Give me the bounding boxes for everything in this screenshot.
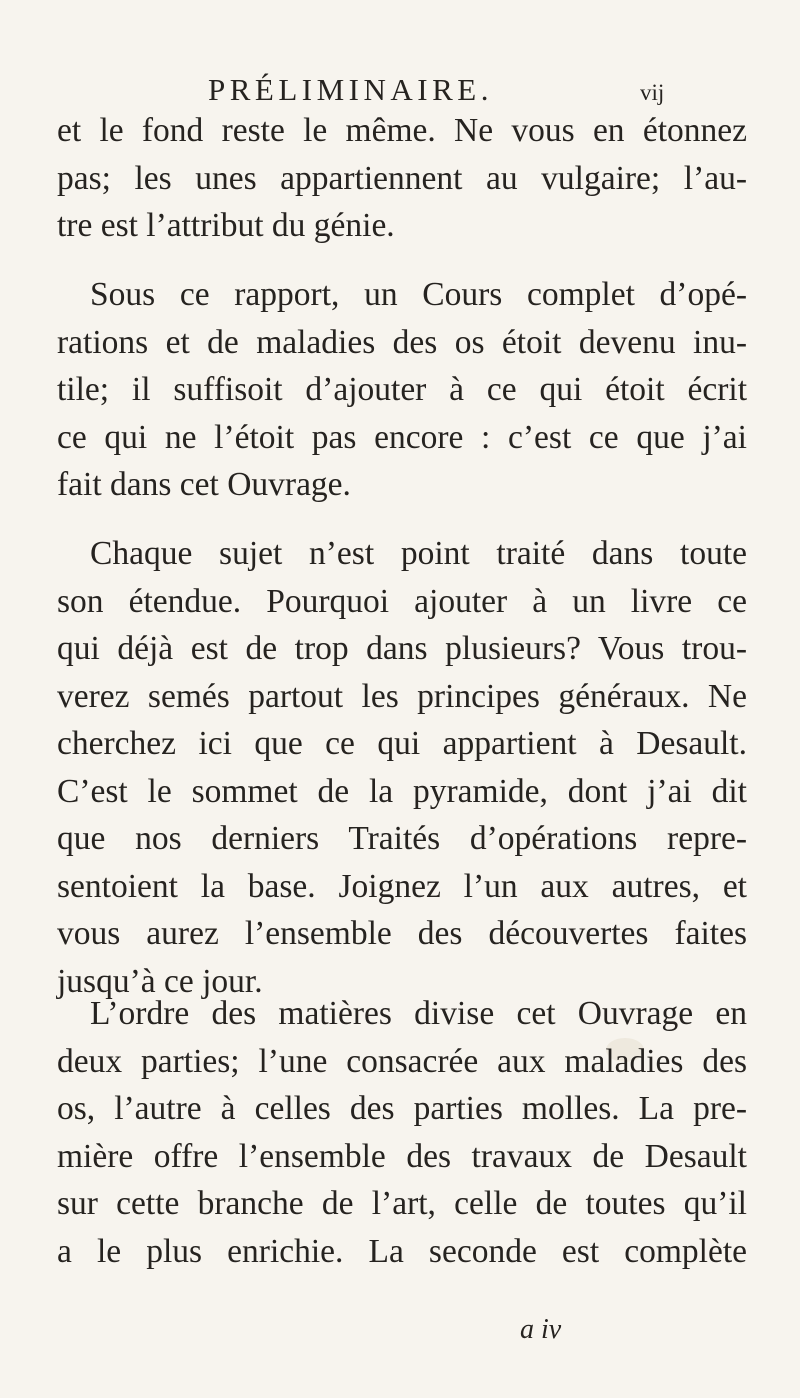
running-head <box>0 72 800 112</box>
paragraph-line: tile; il suffisoit d’ajouter à ce qui étoit écrit <box>57 371 747 408</box>
paragraph-2 <box>57 271 747 509</box>
paragraph-line: jusqu’à ce jour. <box>57 962 263 1000</box>
paragraph-line: Sous ce rapport, un Cours complet d’opé- <box>90 276 747 313</box>
paragraph-line: verez semés partout les principes généraux. Ne <box>57 677 747 715</box>
paragraph-line: cherchez ici que ce qui appartient à Desault. <box>57 725 747 762</box>
paragraph-line: que nos derniers Traités d’opérations repre- <box>57 820 747 857</box>
paragraph-line: pas; les unes appartiennent au vulgaire; l’au- <box>57 159 747 197</box>
paragraph-4 <box>57 990 747 1275</box>
paragraph-line: et le fond reste le même. Ne vous en étonnez <box>57 112 747 149</box>
page-number: vij <box>640 80 665 105</box>
paragraph-line: mière offre l’ensemble des travaux de Desault <box>57 1137 747 1175</box>
paragraph-3 <box>57 530 747 1005</box>
paragraph-line: vous aurez l’ensemble des découvertes faites <box>57 915 747 952</box>
paragraph-line: sur cette branche de l’art, celle de toutes qu’il <box>57 1185 747 1222</box>
running-title: PRÉLIMINAIRE. <box>208 72 493 107</box>
paragraph-line: sentoient la base. Joignez l’un aux autres, et <box>57 867 747 905</box>
paragraph-1 <box>57 107 747 250</box>
paragraph-line: os, l’autre à celles des parties molles. La pre- <box>57 1090 747 1127</box>
paragraph-line: tre est l’attribut du génie. <box>57 207 395 244</box>
paragraph-line: L’ordre des matières divise cet Ouvrage en <box>90 995 747 1032</box>
paragraph-line: deux parties; l’une consacrée aux maladies des <box>57 1042 747 1080</box>
paragraph-line: C’est le sommet de la pyramide, dont j’ai dit <box>57 772 747 810</box>
paragraph-line: rations et de maladies des os étoit devenu inu- <box>57 323 747 361</box>
paragraph-line: Chaque sujet n’est point traité dans toute <box>90 535 747 572</box>
paragraph-line: ce qui ne l’étoit pas encore : c’est ce que j’ai <box>57 418 747 456</box>
paragraph-line: son étendue. Pourquoi ajouter à un livre ce <box>57 582 747 620</box>
paragraph-line: qui déjà est de trop dans plusieurs? Vous trou- <box>57 630 747 667</box>
paragraph-line: a le plus enrichie. La seconde est complète <box>57 1232 747 1270</box>
catchword: a iv <box>520 1314 562 1345</box>
paragraph-line: fait dans cet Ouvrage. <box>57 466 351 503</box>
